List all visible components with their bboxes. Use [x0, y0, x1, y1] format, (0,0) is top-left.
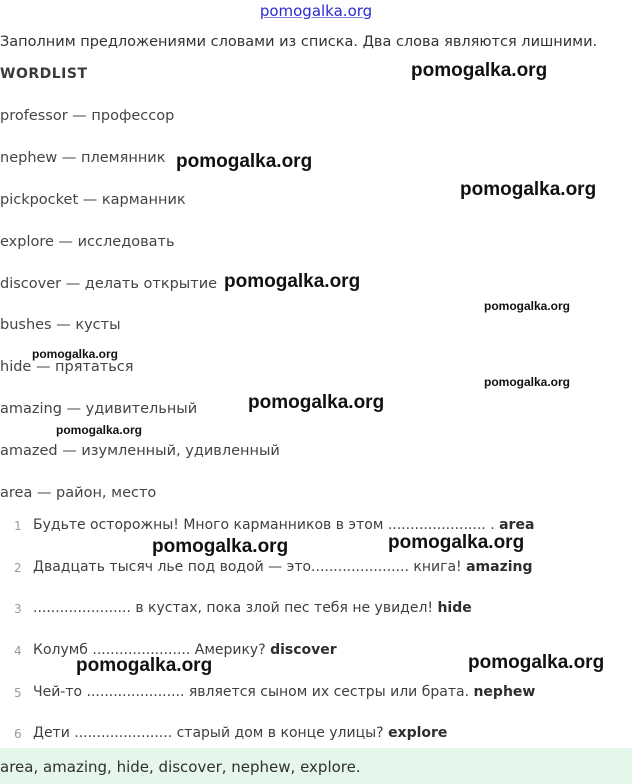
watermark: pomogalka.org [484, 375, 571, 389]
wordlist-item: bushes — кусты [0, 317, 121, 333]
exercise-answer: hide [437, 600, 472, 616]
exercise-prompt: Будьте осторожны! Много карманников в этом ...................... . [33, 517, 500, 533]
wordlist-item: nephew — племянник [0, 150, 166, 166]
wordlist-heading: WORDLIST [0, 66, 88, 82]
exercise-sentence [33, 600, 472, 616]
watermark: pomogalka.org [460, 179, 597, 200]
watermark: pomogalka.org [411, 60, 548, 81]
exercise-number: 6 [14, 727, 22, 741]
exercise-answer: nephew [473, 684, 536, 700]
exercise-answer: amazing [466, 559, 533, 575]
exercise-prompt: Дети ...................... старый дом в конце улицы? [33, 725, 389, 741]
watermark: pomogalka.org [32, 347, 119, 361]
site-title[interactable]: pomogalka.org [259, 2, 373, 20]
wordlist-item: amazed — изумленный, удивленный [0, 443, 280, 459]
exercise-number: 3 [14, 602, 22, 616]
exercise-number: 1 [14, 519, 22, 533]
watermark: pomogalka.org [56, 423, 143, 437]
instruction-text: Заполним предложениями словами из списка. Два слова являются лишними. [0, 34, 598, 50]
wordlist-item: area — район, место [0, 485, 157, 501]
wordlist-item: amazing — удивительный [0, 401, 198, 417]
exercise-prompt: ...................... в кустах, пока злой пес тебя не увидел! [33, 600, 438, 616]
exercise-number: 4 [14, 644, 22, 658]
exercise-prompt: Двадцать тысяч лье под водой — это...................... книга! [33, 559, 467, 575]
exercise-answer: area [499, 517, 535, 533]
watermark: pomogalka.org [388, 532, 525, 553]
exercise-prompt: Колумб ...................... Америку? [33, 642, 271, 658]
exercise-answer: discover [270, 642, 337, 658]
watermark: pomogalka.org [468, 652, 605, 673]
wordlist-item: professor — профессор [0, 108, 175, 124]
watermark: pomogalka.org [76, 655, 213, 676]
watermark: pomogalka.org [484, 299, 571, 313]
watermark: pomogalka.org [152, 536, 289, 557]
exercise-answer: explore [388, 725, 448, 741]
exercise-sentence [33, 517, 534, 533]
wordlist-item: explore — исследовать [0, 234, 175, 250]
wordlist-item: discover — делать открытие [0, 276, 218, 292]
exercise-sentence [33, 725, 447, 741]
exercise-sentence [33, 684, 535, 700]
wordlist-item: hide — прятаться [0, 359, 134, 375]
exercise-number: 2 [14, 561, 22, 575]
answer-summary: area, amazing, hide, discover, nephew, explore. [0, 758, 361, 776]
watermark: pomogalka.org [176, 151, 313, 172]
exercise-prompt: Чей-то ...................... является сыном их сестры или брата. [33, 684, 474, 700]
exercise-number: 5 [14, 686, 22, 700]
wordlist-item: pickpocket — карманник [0, 192, 186, 208]
exercise-sentence [33, 559, 533, 575]
watermark: pomogalka.org [224, 271, 361, 292]
watermark: pomogalka.org [248, 392, 385, 413]
